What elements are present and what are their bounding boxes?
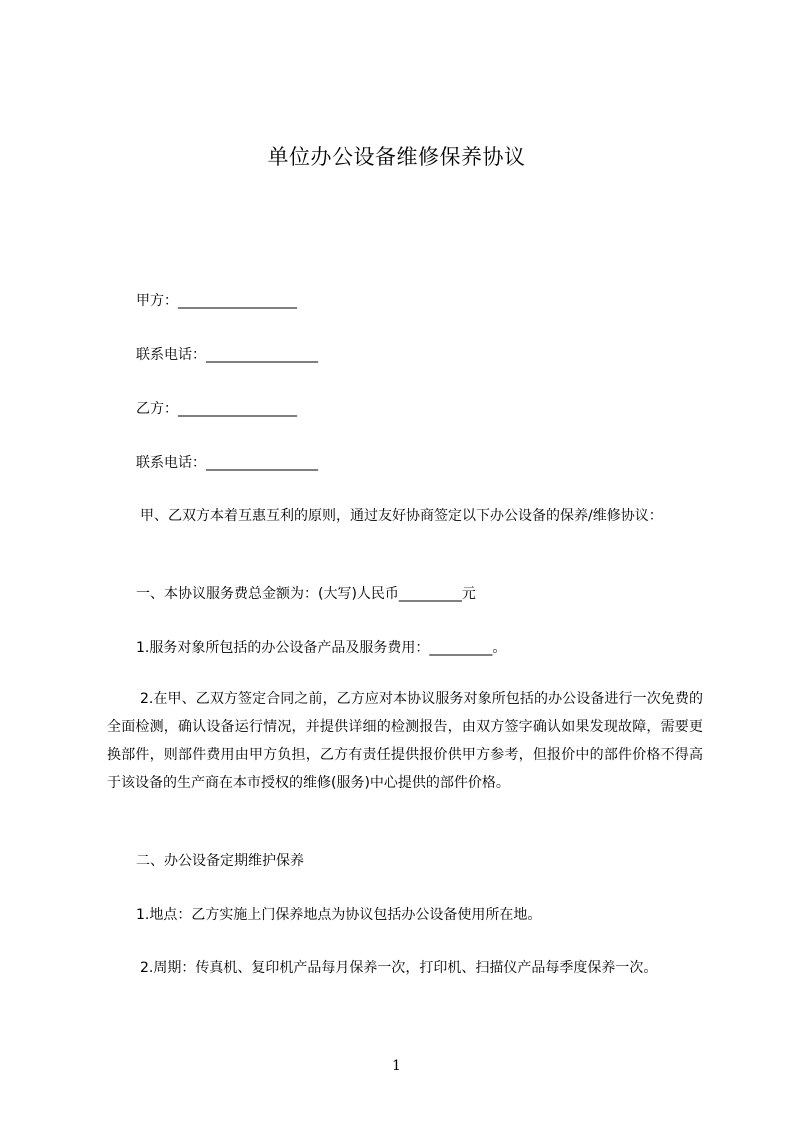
section1-heading: 一、本协议服务费总金额为：(大写)人民币_________元 [136, 586, 476, 602]
section1-item1: 1.服务对象所包括的办公设备产品及服务费用：_________。 [136, 640, 507, 656]
section2-item2: 2.周期：传真机、复印机产品每月保养一次，打印机、扫描仪产品每季度保养一次。 [140, 960, 658, 976]
section2-heading: 二、办公设备定期维护保养 [136, 853, 304, 869]
party-b-phone-line [136, 454, 318, 472]
party-b-label: 乙方： [136, 401, 178, 417]
party-a-blank: _________________ [178, 293, 297, 309]
section2-item1: 1.地点：乙方实施上门保养地点为协议包括办公设备使用所在地。 [136, 907, 542, 923]
party-b-blank: _________________ [178, 401, 297, 417]
document-title: 单位办公设备维修保养协议 [267, 145, 526, 169]
party-a-label: 甲方： [136, 293, 178, 309]
party-b-phone-blank: ________________ [206, 455, 318, 471]
party-a-phone-label: 联系电话： [136, 347, 206, 363]
intro-paragraph: 甲、乙双方本着互惠互利的原则，通过友好协商签定以下办公设备的保养/维修协议： [140, 508, 663, 524]
party-b-line [136, 400, 297, 418]
party-a-phone-line [136, 346, 318, 364]
party-a-line [136, 292, 297, 310]
page-number: 1 [392, 1058, 401, 1074]
party-b-phone-label: 联系电话： [136, 455, 206, 471]
section1-item2: 2.在甲、乙双方签定合同之前，乙方应对本协议服务对象所包括的办公设备进行一次免费的全面检测，确认设备运行情况，并提供详细的检测报告，由双方签字确认如果发现故障，需要更换部件，则部件费用由甲方负担，乙方有责任提供报价供甲方参考，但报价中的部件价格不得高于该设备的生产商在本市授权的维修(服务)中心提供的部件价格。 [107, 691, 703, 791]
party-a-phone-blank: ________________ [206, 347, 318, 363]
